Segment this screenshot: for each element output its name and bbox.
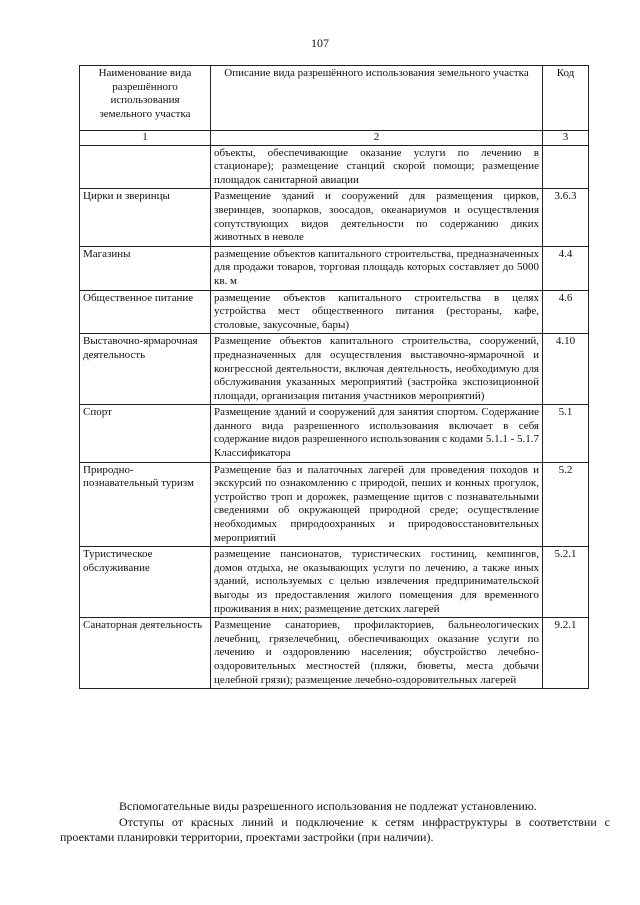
use-name: Выставочно-ярмарочная деятельность (80, 334, 211, 405)
use-name: Санаторная деятельность (80, 618, 211, 689)
use-description: Размещение зданий и сооружений для занятия спортом. Содержание данного вида разрешенного использования включает в себя содержание видов разрешенного использования с кодами 5.1.1 - 5.1.7 Классификатора (211, 405, 543, 462)
use-name: Общественное питание (80, 290, 211, 334)
use-description: Размещение объектов капитального строительства, сооружений, предназначенных для осуществления выставочно-ярмарочной и конгрессной деятельности, включая деятельность, необходимую для обслуживания указанных мероприятий (застройка экспозиционной площади, организация питания участников мероприятий) (211, 334, 543, 405)
use-description: размещение объектов капитального строительства в целях устройства мест общественного питания (рестораны, кафе, столовые, закусочные, бары) (211, 290, 543, 334)
use-description: объекты, обеспечивающие оказание услуги по лечению в стационаре); размещение станций скорой помощи; размещение площадок санитарной авиации (211, 145, 543, 189)
use-name: Магазины (80, 246, 211, 290)
table-row (80, 334, 589, 405)
header-code: Код (543, 66, 589, 131)
use-code: 5.1 (543, 405, 589, 462)
use-code: 5.2 (543, 462, 589, 547)
use-code: 4.10 (543, 334, 589, 405)
footer-notes (60, 799, 610, 846)
use-code: 4.4 (543, 246, 589, 290)
footer-paragraph: Отступы от красных линий и подключение к сетям инфраструктуры в соответствии с проектами планировки территории, проектами застройки (при наличии). (60, 814, 610, 844)
use-code (543, 145, 589, 189)
column-number: 1 (80, 131, 211, 146)
header-name: Наименование вида разрешённого использования земельного участка (80, 66, 211, 131)
column-number: 3 (543, 131, 589, 146)
footer-paragraph: Вспомогательные виды разрешенного использования не подлежат установлению. (119, 799, 537, 813)
table-row (80, 246, 589, 290)
use-code: 5.2.1 (543, 547, 589, 618)
use-code: 9.2.1 (543, 618, 589, 689)
use-code: 4.6 (543, 290, 589, 334)
use-name (80, 145, 211, 189)
use-name: Туристическое обслуживание (80, 547, 211, 618)
table-row (80, 189, 589, 246)
use-description: размещение пансионатов, туристических гостиниц, кемпингов, домов отдыха, не оказывающих услуги по лечению, а также иных зданий, используемых с целью извлечения предпринимательской выгоды из предоставления жилого помещения для временного проживания в них; размещение детских лагерей (211, 547, 543, 618)
land-use-table (79, 65, 589, 689)
table-row (80, 618, 589, 689)
use-name: Природно-познавательный туризм (80, 462, 211, 547)
use-description: Размещение санаториев, профилакториев, бальнеологических лечебниц, грязелечебниц, обеспечивающих оказание услуги по лечению и оздоровлению населения; обустройство лечебно-оздоровительных местностей (пляжи, бюветы, места добычи целебной грязи); размещение лечебно-оздоровительных лагерей (211, 618, 543, 689)
header-description: Описание вида разрешённого использования земельного участка (211, 66, 543, 131)
use-description: Размещение зданий и сооружений для размещения цирков, зверинцев, зоопарков, зоосадов, океанариумов и осуществления сопутствующих видов деятельности по содержанию диких животных в неволе (211, 189, 543, 246)
table-row (80, 547, 589, 618)
table-header-row (80, 66, 589, 131)
table-row (80, 145, 589, 189)
use-code: 3.6.3 (543, 189, 589, 246)
table-row (80, 462, 589, 547)
use-name: Цирки и зверинцы (80, 189, 211, 246)
page-number: 107 (311, 36, 329, 50)
table-row (80, 405, 589, 462)
use-description: размещение объектов капитального строительства, предназначенных для продажи товаров, торговая площадь которых составляет до 5000 кв. м (211, 246, 543, 290)
column-number-row (80, 131, 589, 146)
use-name: Спорт (80, 405, 211, 462)
table-row (80, 290, 589, 334)
use-description: Размещение баз и палаточных лагерей для проведения походов и экскурсий по ознакомлению с природой, пеших и конных прогулок, устройство троп и дорожек, размещение щитов с познавательными сведениями об окружающей природной среде; осуществление необходимых природоохранных и природовосстановительных мероприятий (211, 462, 543, 547)
column-number: 2 (211, 131, 543, 146)
